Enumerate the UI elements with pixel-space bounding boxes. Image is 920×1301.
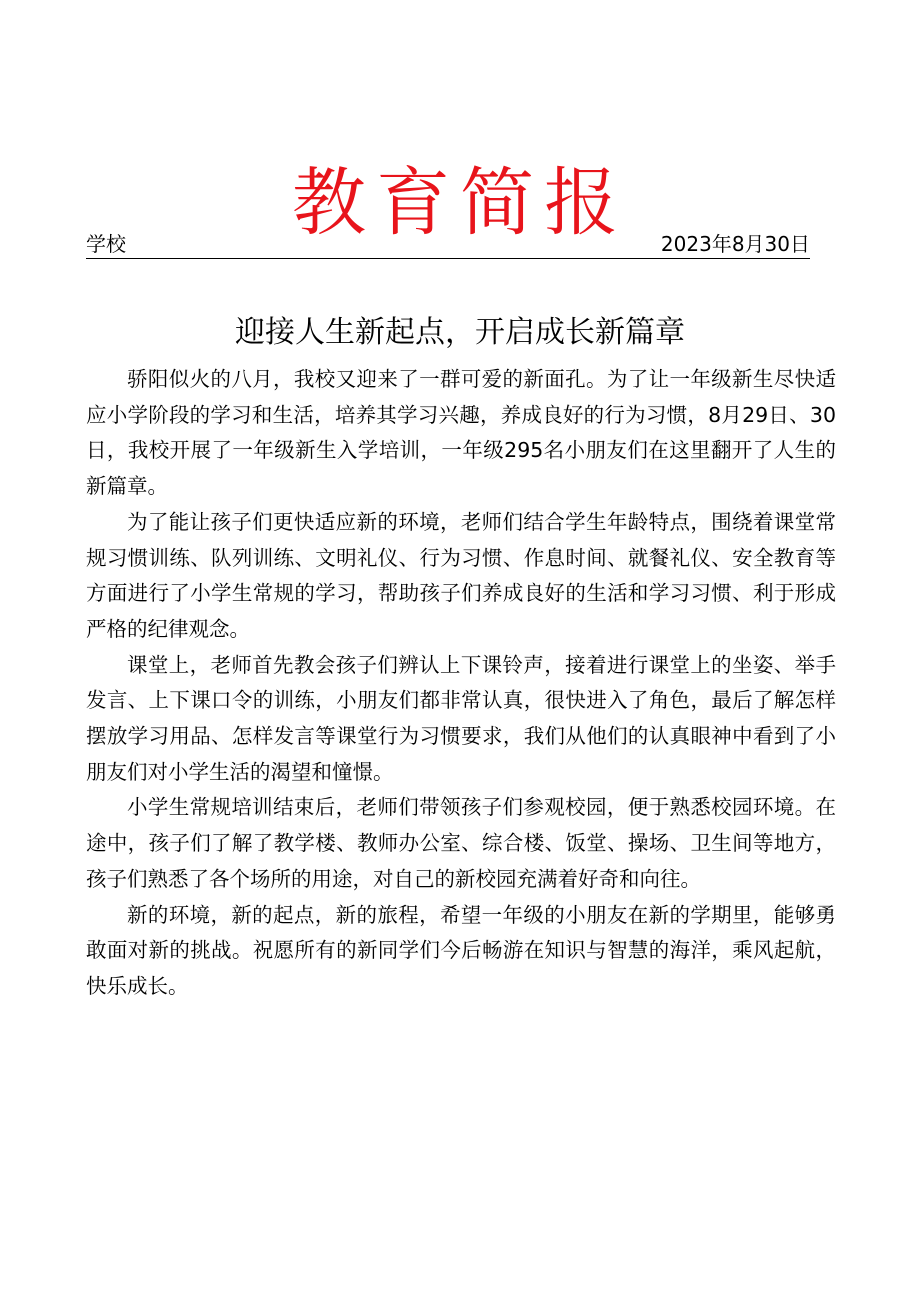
article-paragraph: 为了能让孩子们更快适应新的环境，老师们结合学生年龄特点，围绕着课堂常规习惯训练、队列训练、文明礼仪、行为习惯、作息时间、就餐礼仪、安全教育等方面进行了小学生常规的学习，帮助孩子们养成良好的生活和学习习惯、利于形成严格的纪律观念。: [86, 509, 836, 641]
article-headline: 迎接人生新起点，开启成长新篇章: [235, 314, 685, 350]
article-paragraph: 课堂上，老师首先教会孩子们辨认上下课铃声，接着进行课堂上的坐姿、举手发言、上下课口令的训练，小朋友们都非常认真，很快进入了角色，最后了解怎样摆放学习用品、怎样发言等课堂行为习惯要求，我们从他们的认真眼神中看到了小朋友们对小学生活的渴望和憧憬。: [86, 652, 836, 784]
school-label: 学校: [86, 232, 126, 256]
newsletter-masthead: 教育简报: [292, 159, 628, 246]
article-paragraph: 骄阳似火的八月，我校又迎来了一群可爱的新面孔。为了让一年级新生尽快适应小学阶段的学习和生活，培养其学习兴趣，养成良好的行为习惯，8月29日、30日，我校开展了一年级新生入学培训，一年级295名小朋友们在这里翻开了人生的新篇章。: [86, 367, 836, 499]
article-paragraph: 小学生常规培训结束后，老师们带领孩子们参观校园，便于熟悉校园环境。在途中，孩子们了解了教学楼、教师办公室、综合楼、饭堂、操场、卫生间等地方，孩子们熟悉了各个场所的用途，对自己的新校园充满着好奇和向往。: [86, 795, 836, 891]
article-paragraph: 新的环境，新的起点，新的旅程，希望一年级的小朋友在新的学期里，能够勇敢面对新的挑战。祝愿所有的新同学们今后畅游在知识与智慧的海洋，乘风起航，快乐成长。: [86, 902, 836, 998]
issue-date: 2023年8月30日: [660, 232, 810, 256]
meta-row: [86, 230, 810, 259]
article-body: [86, 362, 836, 1005]
